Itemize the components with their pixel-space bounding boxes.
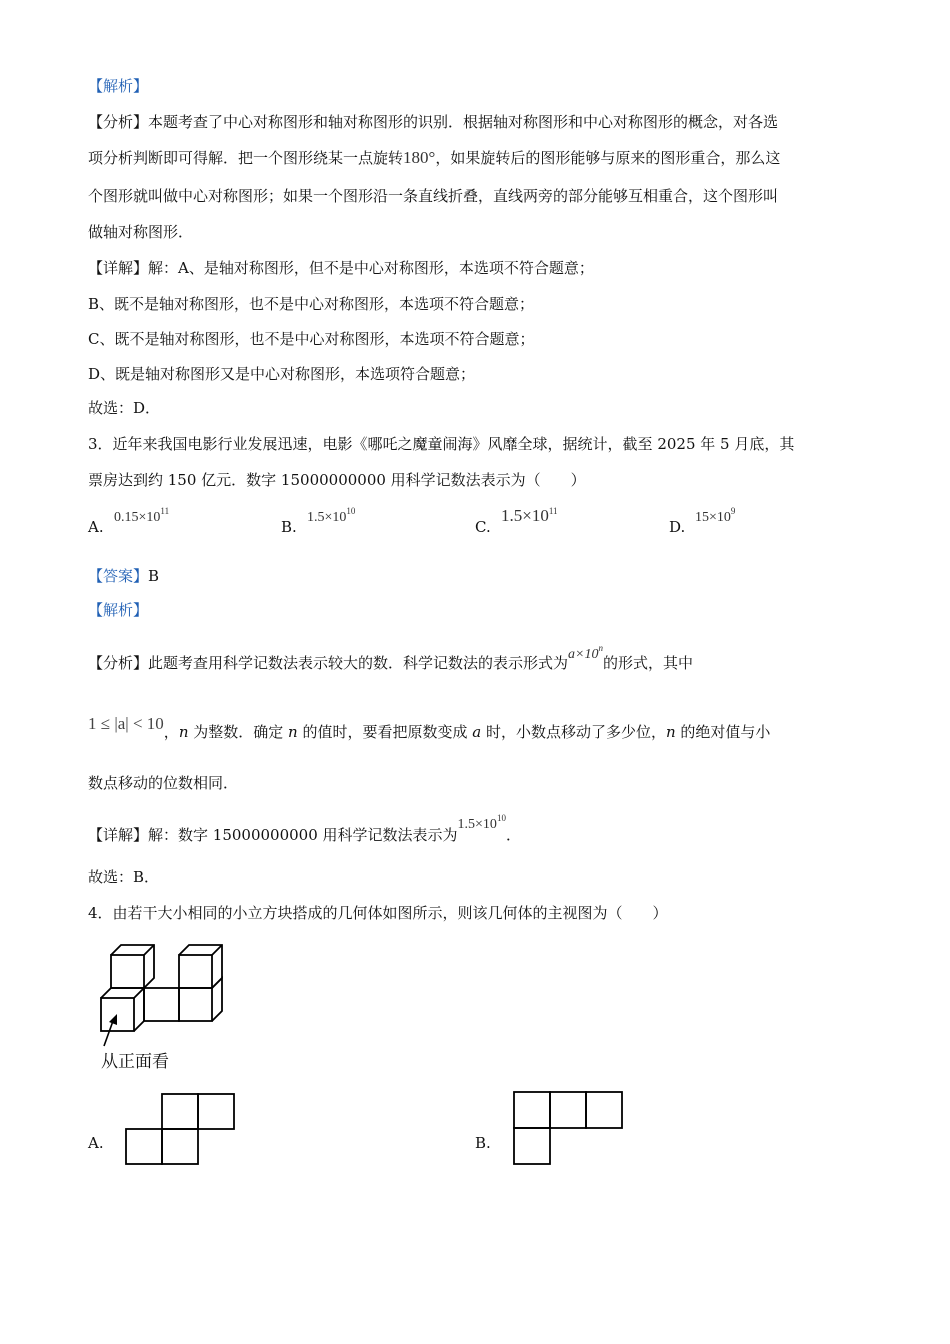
- jiexi-tag-q3: 【解析】: [88, 601, 149, 619]
- q3-stem-line-1: 3．近年来我国电影行业发展迅速，电影《哪吒之魔童闹海》风靡全球，据统计，截至 2025 年 5 月底，其: [88, 435, 795, 453]
- q3-detail-line: 【详解】解：数字 15000000000 用科学记数法表示为$1.5\times 10^{10}$．: [88, 813, 521, 844]
- angle-180: 180°: [403, 148, 436, 167]
- q3-option-c-value: $1.5\times 10^{11}$: [501, 506, 558, 525]
- analysis-line-3: 个图形就叫做中心对称图形；如果一个图形沿一条直线折叠，直线两旁的部分能够互相重合，这个图形叫: [88, 187, 779, 205]
- q3-answer: B: [148, 567, 160, 585]
- q3-option-d-value: $15\times 10^9$: [695, 506, 736, 525]
- detail-line-3: C、既不是轴对称图形，也不是中心对称图形，本选项不符合题意；: [88, 330, 535, 348]
- q3-analysis-line-1: 【分析】此题考查用科学记数法表示较大的数．科学记数法的表示形式为$a\times 10^n$的形式，其中: [88, 643, 693, 672]
- q4-stem: 4．由若干大小相同的小立方块搭成的几何体如图所示，则该几何体的主视图为（ ）: [88, 904, 668, 922]
- q3-choose-line: 故选：B．: [88, 868, 160, 886]
- analysis-line-4: 做轴对称图形．: [88, 223, 194, 241]
- q3-option-c[interactable]: C. $1.5\times 10^{11}$: [475, 506, 558, 536]
- analysis-line-1: 【分析】本题考查了中心对称图形和轴对称图形的识别．根据轴对称图形和中心对称图形的概念，对各选: [88, 113, 779, 131]
- q3-answer-line: [88, 566, 159, 586]
- choose-line-prev: 故选：D．: [88, 399, 161, 417]
- q3-analysis-line-2: 1 ≤ |a| < 10，n 为整数．确定 n 的值时，要看把原数变成 a 时，小数点移动了多少位，n 的绝对值与小: [88, 714, 771, 741]
- cube-stack-figure: [96, 938, 236, 1053]
- jiexi-tag-prev: 【解析】: [88, 77, 149, 95]
- view-arrow: [104, 1021, 113, 1046]
- q3-option-d[interactable]: D. $15\times 10^9$: [669, 506, 736, 536]
- detail-tag: 【详解】: [88, 259, 149, 277]
- q3-option-a-value: $0.15\times 10^{11}$: [114, 506, 170, 525]
- detail-sci-value: $1.5\times 10^{10}$: [457, 813, 506, 832]
- q4-option-a[interactable]: A.: [88, 1134, 104, 1152]
- q3-analysis-line-3: 数点移动的位数相同．: [88, 774, 239, 792]
- detail-line-1: 【详解】解：A、是轴对称图形，但不是中心对称图形，本选项不符合题意；: [88, 259, 594, 277]
- analysis-line-2: 项分析判断即可得解．把一个图形绕某一点旋转180°，如果旋转后的图形能够与原来的图形重合，那么这: [88, 148, 781, 167]
- inequality: 1 ≤ |a| < 10: [88, 714, 164, 733]
- analysis-tag: 【分析】: [88, 113, 149, 131]
- detail-line-4: D、既是轴对称图形又是中心对称图形，本选项符合题意；: [88, 365, 476, 383]
- q3-option-b-value: $1.5\times 10^{10}$: [307, 506, 356, 525]
- arrow-head: [109, 1014, 117, 1025]
- q3-option-a[interactable]: A. $0.15\times 10^{11}$: [88, 506, 170, 536]
- q4-option-a-figure: [124, 1092, 236, 1166]
- q3-option-b[interactable]: B. $1.5\times 10^{10}$: [281, 506, 356, 536]
- detail-line-2: B、既不是轴对称图形，也不是中心对称图形，本选项不符合题意；: [88, 295, 535, 313]
- sci-notation-form: $a\times 10^n$: [568, 643, 603, 662]
- q4-option-b-figure: [512, 1090, 626, 1166]
- q3-stem-line-2: 票房达到约 150 亿元．数字 15000000000 用科学记数法表示为（ ）: [88, 471, 586, 489]
- q4-option-b[interactable]: B.: [475, 1134, 491, 1152]
- answer-tag: 【答案】: [88, 567, 149, 585]
- figure-caption: 从正面看: [101, 1052, 169, 1072]
